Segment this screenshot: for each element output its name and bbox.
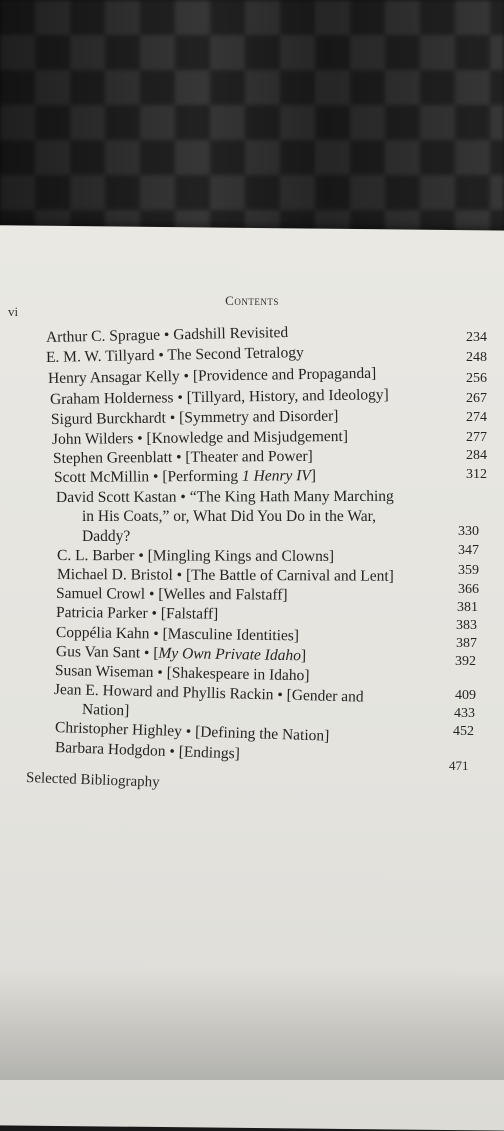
toc-entry: C. L. Barber • [Mingling Kings and Clowns]	[56, 547, 335, 565]
toc-page-number: 267	[466, 391, 487, 406]
toc-entry: Nation]	[81, 701, 130, 720]
toc-entry: Jean E. Howard and Phyllis Rackin • [Gender and	[53, 681, 364, 706]
toc-page-number: 392	[455, 654, 476, 669]
toc-page-number: 330	[458, 524, 479, 539]
toc-entry: Gus Van Sant • [My Own Private Idaho]	[55, 643, 307, 665]
toc-entry: Sigurd Burckhardt • [Symmetry and Disorder]	[50, 407, 339, 428]
toc-entry: Henry Ansagar Kelly • [Providence and Propaganda]	[47, 364, 377, 387]
toc-entry: Stephen Greenblatt • [Theater and Power]	[52, 447, 313, 467]
toc-page-number: 312	[466, 467, 487, 482]
toc-entry: Patricia Parker • [Falstaff]	[55, 604, 219, 623]
bibliography-page: 471	[449, 758, 469, 773]
toc-page-number: 387	[456, 636, 477, 651]
toc-entry: Daddy?	[82, 528, 131, 545]
toc-entry: Christopher Highley • [Defining the Nation]	[54, 719, 330, 745]
toc-page-number: 452	[453, 724, 474, 739]
toc-page-number: 347	[458, 543, 479, 558]
toc-page-number: 284	[466, 448, 487, 463]
toc-entry: Coppélia Kahn • [Masculine Identities]	[55, 624, 300, 645]
toc-entry: Arthur C. Sprague • Gadshill Revisited	[45, 323, 289, 346]
bibliography-label: Selected Bibliography	[25, 770, 160, 791]
page-header: Contents	[225, 293, 279, 308]
toc-page-number: 381	[457, 600, 478, 615]
toc-page-number: 366	[458, 582, 479, 597]
toc-page-number: 383	[456, 618, 477, 633]
toc-page-number: 256	[466, 371, 487, 386]
toc-page-number: 248	[466, 350, 487, 365]
toc-entry: in His Coats,” or, What Did You Do in the War,	[82, 508, 377, 525]
toc-entry: John Wilders • [Knowledge and Misjudgement]	[51, 427, 349, 448]
roman-page-number: vi	[8, 304, 19, 319]
toc-page-number: 277	[466, 430, 487, 445]
toc-page-number: 234	[466, 330, 487, 345]
toc-page-number: 359	[458, 563, 479, 578]
toc-entry: Michael D. Bristol • [The Battle of Carnival and Lent]	[56, 566, 394, 585]
toc-entry: Scott McMillin • [Performing 1 Henry IV]	[53, 467, 317, 486]
toc-entry: Susan Wiseman • [Shakespeare in Idaho]	[54, 662, 310, 685]
toc-page-number: 433	[454, 706, 475, 721]
toc-page-number: 409	[455, 688, 476, 703]
toc-entry: Graham Holderness • [Tillyard, History, and Ideology]	[49, 386, 389, 408]
toc-entry: Barbara Hodgdon • [Endings]	[54, 739, 241, 763]
toc-entry: E. M. W. Tillyard • The Second Tetralogy	[45, 344, 304, 366]
toc-page-number: 274	[466, 410, 487, 425]
toc-entry: David Scott Kastan • “The King Hath Many Marching	[55, 487, 394, 506]
toc-entry: Samuel Crowl • [Welles and Falstaff]	[55, 585, 288, 604]
